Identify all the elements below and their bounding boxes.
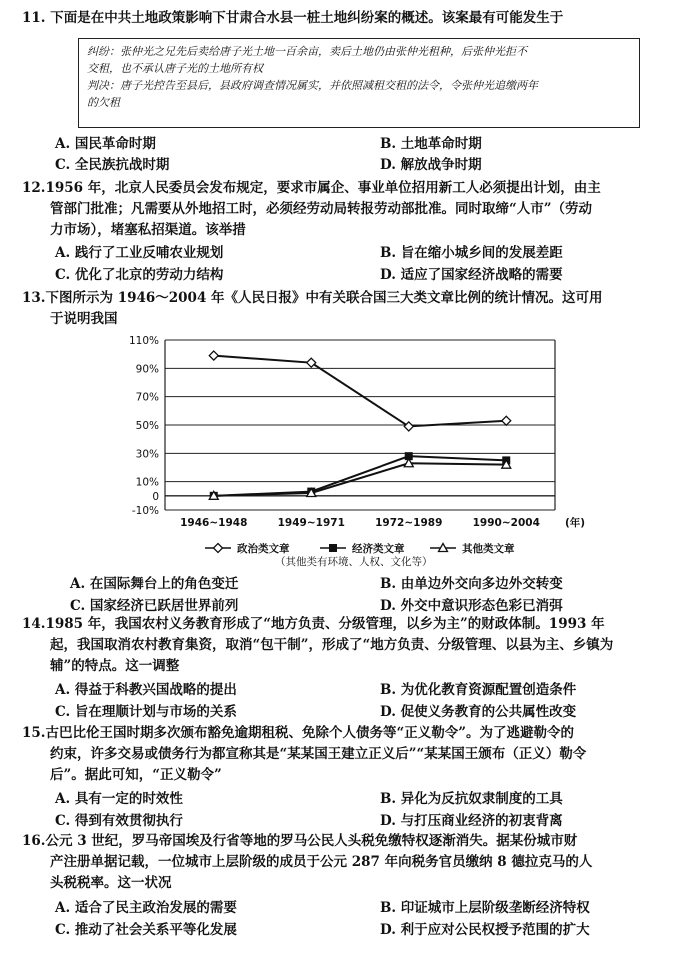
q16-line3: 头税税率。这一状况 <box>50 875 172 891</box>
q14-line2: 起，我国取消农村教育集资，取消“包干制”，形成了“地方负责、分级管理、以县为主、乡镇为 <box>50 637 614 653</box>
chart-note: （其他类有环境、人权、文化等） <box>275 556 433 568</box>
q13-option-a[interactable]: A. 在国际舞台上的角色变迁 <box>70 576 239 592</box>
y-tick-label: -10% <box>131 505 159 517</box>
q16-option-a[interactable]: A. 适合了民主政治发展的需要 <box>55 900 237 916</box>
q11-stem-text: 下面是在中共土地政策影响下甘肃合水县一桩土地纠纷案的概述。该案最有可能发生于 <box>50 10 564 26</box>
series-line-1 <box>214 356 507 427</box>
q11-option-a[interactable]: A. 国民革命时期 <box>55 136 156 152</box>
series-line-3 <box>214 463 507 496</box>
q16-stem <box>22 831 682 894</box>
q12-line2: 管部门批准；凡需要从外地招工时，必须经劳动局转报劳动部批准。同时取缔“人市”（劳动 <box>50 201 593 217</box>
y-tick-label: 90% <box>135 363 159 376</box>
chart-x-tick-labels <box>180 516 585 529</box>
q13-stem <box>22 288 682 330</box>
q11-option-b[interactable]: B. 土地革命时期 <box>380 136 482 152</box>
q13-option-c[interactable]: C. 国家经济已跃居世界前列 <box>70 598 239 614</box>
q15-option-a[interactable]: A. 具有一定的时效性 <box>55 791 183 807</box>
series-1-point <box>209 351 218 360</box>
legend-marker-1 <box>214 544 223 553</box>
q11-case-box <box>78 38 640 128</box>
q11-box-line3: 判决：唐子光控告至县后，县政府调查情况属实，并依照减租交租的法令，令张仲光追缴两年 <box>87 79 538 92</box>
q16-line1: 公元 3 世纪，罗马帝国埃及行省等地的罗马公民人头税免缴特权逐渐消失。据某份城市财 <box>45 833 578 849</box>
q11-box-line1: 纠纷：张仲光之兄先后卖给唐子光土地一百余亩，卖后土地仍由张仲光租种，后张仲光拒不 <box>87 45 527 58</box>
legend-label-1: 政治类文章 <box>237 543 290 555</box>
series-1-point <box>502 416 511 425</box>
y-tick-label: 10% <box>135 476 159 489</box>
q15-stem <box>22 723 682 786</box>
y-tick-label: 70% <box>135 391 159 404</box>
q12-number: 12. <box>22 180 46 196</box>
legend-label-2: 经济类文章 <box>352 543 405 555</box>
chart-y-tick-labels <box>129 335 159 517</box>
legend-label-3: 其他类文章 <box>462 543 515 555</box>
q12-option-d[interactable]: D. 适应了国家经济战略的需要 <box>380 267 563 283</box>
q11-option-c[interactable]: C. 全民族抗战时期 <box>55 157 170 173</box>
q15-option-d[interactable]: D. 与打压商业经济的初衷背离 <box>380 813 563 829</box>
series-line-2 <box>214 456 507 496</box>
y-tick-label: 110% <box>128 335 159 347</box>
q11-number: 11. <box>22 10 46 26</box>
q16-option-b[interactable]: B. 印证城市上层阶级垄断经济特权 <box>380 900 590 916</box>
q12-stem <box>22 178 682 241</box>
legend-marker-2 <box>330 545 337 552</box>
x-tick-label: 1972~1989 <box>375 517 443 529</box>
q15-option-b[interactable]: B. 异化为反抗奴隶制度的工具 <box>380 791 563 807</box>
q13-option-b[interactable]: B. 由单边外交向多边外交转变 <box>380 576 563 592</box>
y-tick-label: 0 <box>152 490 159 503</box>
q13-line1: 下图所示为 1946～2004 年《人民日报》中有关联合国三大类文章比例的统计情况。这可用 <box>45 290 603 306</box>
q12-option-b[interactable]: B. 旨在缩小城乡间的发展差距 <box>380 245 563 261</box>
q16-number: 16. <box>22 833 46 849</box>
q14-option-d[interactable]: D. 促使义务教育的公共属性改变 <box>380 704 577 720</box>
q11-option-d[interactable]: D. 解放战争时期 <box>380 157 482 173</box>
q12-option-a[interactable]: A. 践行了工业反哺农业规划 <box>55 245 224 261</box>
chart-grid <box>165 340 555 510</box>
q14-option-b[interactable]: B. 为优化教育资源配置创造条件 <box>380 682 577 698</box>
q14-line3: 辅”的特点。这一调整 <box>50 658 180 674</box>
q16-option-d[interactable]: D. 利于应对公民权授予范围的扩大 <box>380 922 590 938</box>
x-axis-unit: (年) <box>565 517 586 529</box>
x-tick-label: 1990~2004 <box>472 517 540 529</box>
q14-option-c[interactable]: C. 旨在理顺计划与市场的关系 <box>55 704 237 720</box>
q12-line1: 1956 年，北京人民委员会发布规定，要求市属企、事业单位招用新工人必须提出计划，由主 <box>45 180 601 196</box>
q14-option-a[interactable]: A. 得益于科教兴国战略的提出 <box>55 682 237 698</box>
x-tick-label: 1949~1971 <box>277 517 345 529</box>
q13-line2: 于说明我国 <box>50 311 118 327</box>
q14-stem <box>22 614 682 677</box>
x-tick-label: 1946~1948 <box>180 517 248 529</box>
q16-line2: 产注册单据记载，一位城市上层阶级的成员于公元 287 年向税务官员缴纳 8 德拉克马的人 <box>50 854 593 870</box>
y-tick-label: 30% <box>135 448 159 461</box>
y-tick-label: 50% <box>135 420 159 432</box>
q12-option-c[interactable]: C. 优化了北京的劳动力结构 <box>55 267 224 283</box>
q13-number: 13. <box>22 290 46 306</box>
q11-box-line2: 交租，也不承认唐子光的土地所有权 <box>87 62 263 75</box>
q13-option-d[interactable]: D. 外交中意识形态色彩已消弭 <box>380 598 563 614</box>
q15-line2: 约束，许多交易或债务行为都宣称其是“某某国王建立正义后”“某某国王颁布（正义）勒令 <box>50 746 587 762</box>
q12-line3: 力市场），堵塞私招渠道。该举措 <box>50 222 246 238</box>
q15-option-c[interactable]: C. 得到有效贯彻执行 <box>55 813 183 829</box>
q11-box-line4: 的欠租 <box>87 96 120 109</box>
q15-number: 15. <box>22 725 46 741</box>
q11-stem <box>22 8 682 29</box>
q15-line1: 古巴比伦王国时期多次颁布豁免逾期租税、免除个人债务等“正义勒令”。为了逃避勒令的 <box>45 725 575 741</box>
q14-line1: 1985 年，我国农村义务教育形成了“地方负责、分级管理，以乡为主”的财政体制。1993 年 <box>45 616 605 632</box>
q16-option-c[interactable]: C. 推动了社会关系平等化发展 <box>55 922 237 938</box>
q14-number: 14. <box>22 616 46 632</box>
chart <box>0 330 693 590</box>
q15-line3: 后”。据此可知，“正义勒令” <box>50 767 222 783</box>
